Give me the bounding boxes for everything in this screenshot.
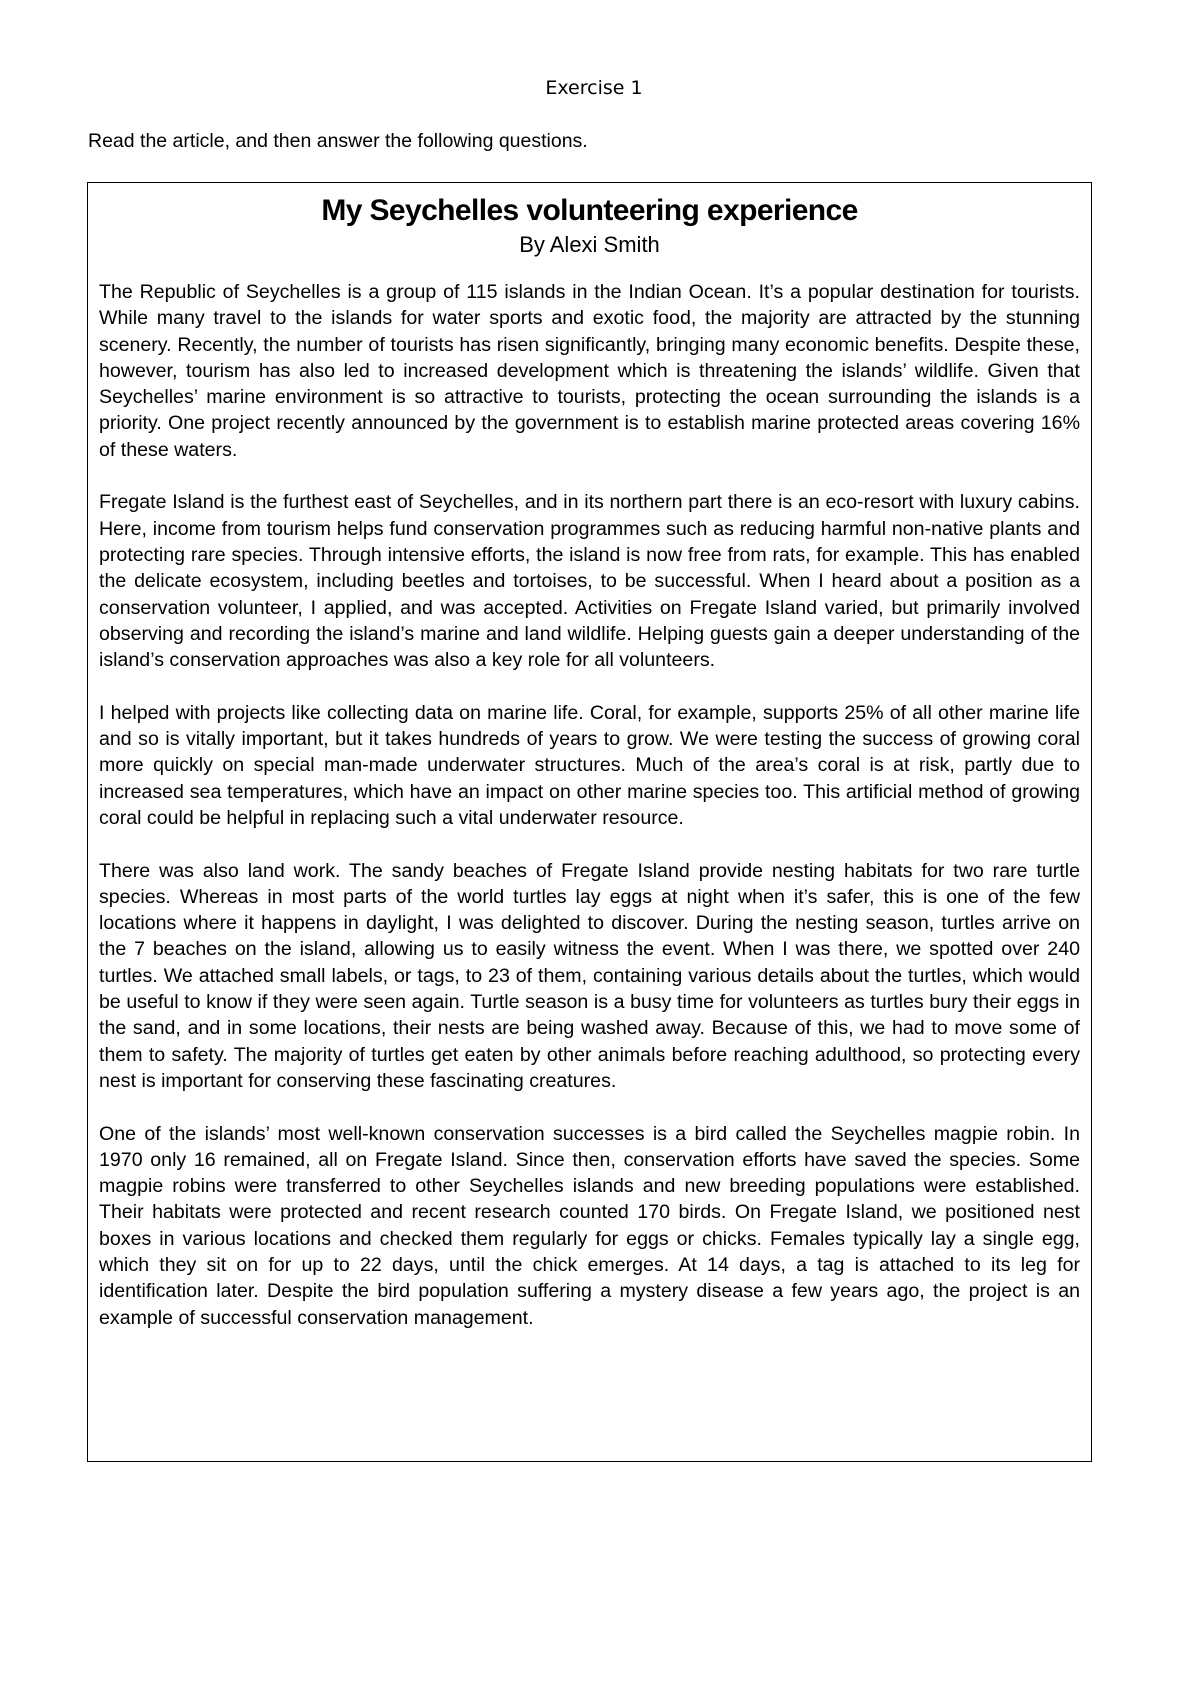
article-title: My Seychelles volunteering experience [321, 194, 858, 227]
exercise-title: Exercise 1 [545, 77, 643, 99]
article-author: By Alexi Smith [519, 232, 660, 257]
article-body [99, 279, 1080, 1331]
instruction-text: Read the article, and then answer the following questions. [88, 130, 588, 152]
article-box [87, 182, 1092, 1462]
article-paragraph-3: I helped with projects like collecting data on marine life. Coral, for example, supports 25% of all other marine life and so is vitally important, but it takes hundreds of years to grow. We were testing the success of growing coral more quickly on special man-made underwater structures. Much of the area’s coral is at risk, partly due to increased sea temperatures, which have an impact on other marine species too. This artificial method of growing coral could be helpful in replacing such a vital underwater resource. [99, 701, 1080, 829]
article-paragraph-5: One of the islands’ most well-known conservation successes is a bird called the Seychelles magpie robin. In 1970 only 16 remained, all on Fregate Island. Since then, conservation efforts have saved the species. Some magpie robins were transferred to other Seychelles islands and new breeding populations were established. Their habitats were protected and recent research counted 170 birds. On Fregate Island, we positioned nest boxes in various locations and checked them regularly for eggs or chicks. Females typically lay a single egg, which they sit on for up to 22 days, until the chick emerges. At 14 days, a tag is attached to its leg for identification later. Despite the bird population suffering a mystery disease a few years ago, the project is an example of successful conservation management. [99, 1122, 1080, 1329]
article-paragraph-4: There was also land work. The sandy beaches of Fregate Island provide nesting habitats for two rare turtle species. Whereas in most parts of the world turtles lay eggs at night when it’s safer, this is one of the few locations where it happens in daylight, I was delighted to discover. During the nesting season, turtles arrive on the 7 beaches on the island, allowing us to easily witness the event. When I was there, we spotted over 240 turtles. We attached small labels, or tags, to 23 of them, containing various details about the turtles, which would be useful to know if they were seen again. Turtle season is a busy time for volunteers as turtles bury their eggs in the sand, and in some locations, their nests are being washed away. Because of this, we had to move some of them to safety. The majority of turtles get eaten by other animals before reaching adulthood, so protecting every nest is important for conserving these fascinating creatures. [99, 859, 1080, 1092]
article-paragraph-2: Fregate Island is the furthest east of Seychelles, and in its northern part there is an eco-resort with luxury cabins. Here, income from tourism helps fund conservation programmes such as reducing harmful non-native plants and protecting rare species. Through intensive efforts, the island is now free from rats, for example. This has enabled the delicate ecosystem, including beetles and tortoises, to be successful. When I heard about a position as a conservation volunteer, I applied, and was accepted. Activities on Fregate Island varied, but primarily involved observing and recording the island’s marine and land wildlife. Helping guests gain a deeper understanding of the island’s conservation approaches was also a key role for all volunteers. [99, 491, 1080, 672]
article-paragraph-1: The Republic of Seychelles is a group of 115 islands in the Indian Ocean. It’s a popular destination for tourists. While many travel to the islands for water sports and exotic food, the majority are attracted by the stunning scenery. Recently, the number of tourists has risen significantly, bringing many economic benefits. Despite these, however, tourism has also led to increased development which is threatening the islands’ wildlife. Given that Seychelles’ marine environment is so attractive to tourists, protecting the ocean surrounding the islands is a priority. One project recently announced by the government is to establish marine protected areas covering 16% of these waters. [99, 281, 1080, 461]
